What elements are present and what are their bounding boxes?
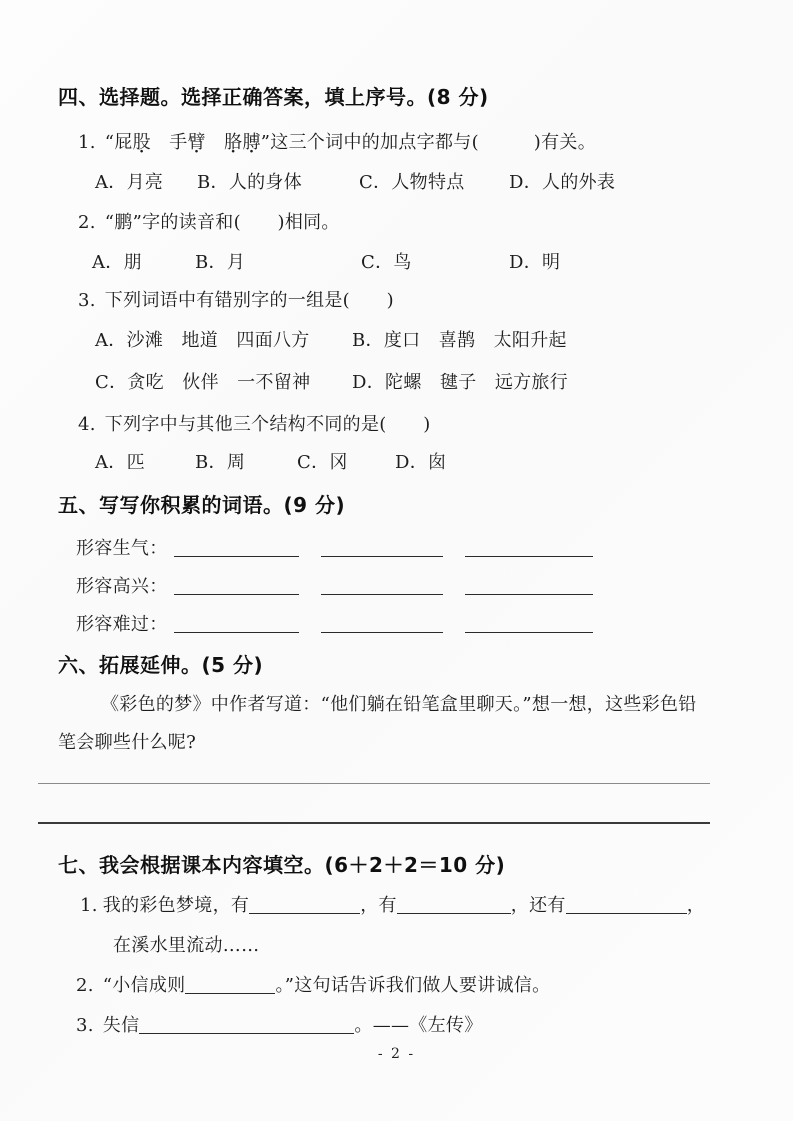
q3-option-b: B．度口 喜鹊 太阳升起 bbox=[352, 330, 567, 351]
word-row-sad-label: 形容难过： bbox=[76, 614, 168, 635]
fill-item3-line bbox=[76, 1013, 483, 1039]
fill-item1-line2: 在溪水里流动…… bbox=[113, 935, 260, 956]
q1-line bbox=[78, 130, 596, 156]
fill-item2-text2: 。”这句话告诉我们做人要讲诚信。 bbox=[275, 975, 551, 996]
q2-options bbox=[0, 250, 700, 276]
q2-option-d: D．明 bbox=[509, 252, 561, 273]
q2-option-b: B．月 bbox=[195, 252, 246, 273]
q4-option-c: C．冈 bbox=[297, 452, 348, 473]
q4-number: 4. bbox=[78, 414, 96, 435]
q4-option-d: D．囱 bbox=[395, 452, 447, 473]
q2-text: “鹏”字的读音和( )相同。 bbox=[104, 212, 340, 233]
answer-blank bbox=[321, 615, 443, 633]
q4-text: 下列字中与其他三个结构不同的是( ) bbox=[104, 414, 431, 435]
answer-blank bbox=[321, 577, 443, 595]
q2-option-c: C．鸟 bbox=[361, 252, 412, 273]
q3-number: 3. bbox=[78, 290, 96, 311]
answer-blank bbox=[465, 615, 593, 633]
q4-option-a: A．匹 bbox=[95, 452, 145, 473]
fill-item1-text1: 我的彩色梦境，有 bbox=[102, 895, 250, 916]
word-row-happy-label: 形容高兴： bbox=[76, 576, 168, 597]
section5-title: 五、写写你积累的词语。(9 分) bbox=[58, 493, 346, 517]
fill-item1-number: 1. bbox=[80, 895, 98, 916]
answer-blank bbox=[397, 896, 511, 914]
answer-rule-line bbox=[38, 783, 710, 784]
q1-dotted-char-bo: 膊 bbox=[242, 132, 261, 153]
word-row-sad bbox=[76, 612, 593, 638]
q3-line bbox=[78, 288, 394, 314]
fill-item3-text2: 。——《左传》 bbox=[354, 1015, 483, 1036]
q3-option-a: A．沙滩 地道 四面八方 bbox=[95, 330, 310, 351]
q4-options bbox=[0, 450, 700, 476]
q2-number: 2. bbox=[78, 212, 96, 233]
fill-item3-text1: 失信 bbox=[102, 1015, 140, 1036]
q1-option-d: D．人的外表 bbox=[509, 172, 616, 193]
answer-blank bbox=[139, 1016, 354, 1034]
q1-options bbox=[0, 170, 700, 196]
section4-title: 四、选择题。选择正确答案，填上序号。(8 分) bbox=[58, 85, 489, 109]
q1-option-b: B．人的身体 bbox=[197, 172, 303, 193]
fill-item3-number: 3. bbox=[76, 1015, 94, 1036]
answer-blank bbox=[185, 976, 275, 994]
q4-option-b: B．周 bbox=[195, 452, 246, 473]
answer-blank bbox=[174, 577, 299, 595]
fill-item2-line bbox=[76, 973, 551, 999]
q3-text: 下列词语中有错别字的一组是( ) bbox=[104, 290, 394, 311]
q2-option-a: A．朋 bbox=[92, 252, 142, 273]
q1-number: 1. bbox=[78, 132, 96, 153]
q4-line bbox=[78, 412, 431, 438]
answer-blank bbox=[174, 539, 299, 557]
fill-item2-number: 2. bbox=[76, 975, 94, 996]
fill-item1-text2: ，有 bbox=[360, 895, 397, 916]
q3-options-row2 bbox=[0, 370, 700, 396]
answer-blank bbox=[465, 577, 593, 595]
q3-options-row1 bbox=[0, 328, 700, 354]
q1-text-mid1: 手 bbox=[150, 132, 188, 153]
q1-dotted-char-gu: 股 bbox=[132, 132, 151, 153]
answer-blank bbox=[249, 896, 360, 914]
q1-text-mid2 bbox=[206, 132, 224, 153]
page-number: - 2 - bbox=[377, 1046, 416, 1062]
fill-item2-text1: “小信成则 bbox=[102, 975, 186, 996]
q1-option-a: A．月亮 bbox=[95, 172, 164, 193]
q1-text-open: “屁 bbox=[104, 132, 133, 153]
q2-line bbox=[78, 210, 340, 236]
fill-item1-text3: ，还有 bbox=[510, 895, 566, 916]
word-row-happy bbox=[76, 574, 593, 600]
q1-option-c: C．人物特点 bbox=[359, 172, 465, 193]
section6-title: 六、拓展延伸。(5 分) bbox=[58, 653, 264, 677]
word-row-angry bbox=[76, 536, 593, 562]
section6-paragraph-line1: 《彩色的梦》中作者写道：“他们躺在铅笔盒里聊天。”想一想，这些彩色铅 bbox=[101, 694, 697, 715]
answer-blank bbox=[465, 539, 593, 557]
word-row-angry-label: 形容生气： bbox=[76, 538, 168, 559]
section6-paragraph-line2: 笔会聊些什么呢? bbox=[58, 732, 197, 753]
fill-item1-line1 bbox=[80, 893, 705, 919]
q3-option-c: C．贪吃 伙伴 一不留神 bbox=[95, 372, 311, 393]
q1-text-tail: ”这三个词中的加点字都与( )有关。 bbox=[260, 132, 597, 153]
section7-title: 七、我会根据课本内容填空。(6＋2＋2＝10 分) bbox=[58, 853, 506, 877]
answer-blank bbox=[174, 615, 299, 633]
answer-blank bbox=[321, 539, 443, 557]
q1-dotted-char-ge: 胳 bbox=[224, 132, 243, 153]
answer-rule-line bbox=[38, 822, 710, 824]
fill-item1-text4: ， bbox=[686, 895, 706, 916]
q1-dotted-char-bi: 臂 bbox=[187, 132, 206, 153]
answer-blank bbox=[566, 896, 687, 914]
q3-option-d: D．陀螺 毽子 远方旅行 bbox=[352, 372, 569, 393]
